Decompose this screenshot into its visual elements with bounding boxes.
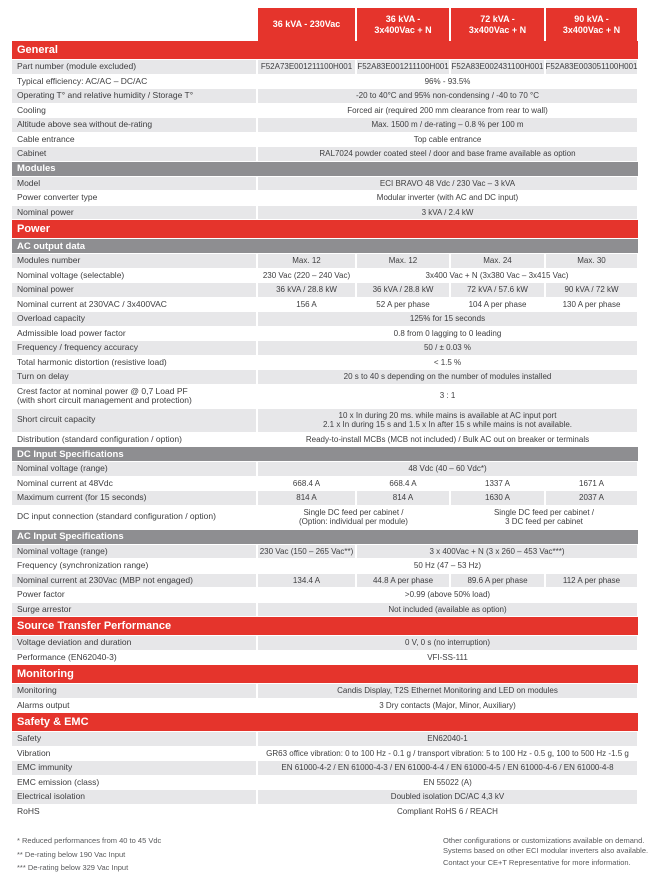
section-banner: Power	[12, 220, 638, 238]
footnotes-right	[443, 836, 649, 877]
text-line: 156 A	[296, 299, 317, 309]
text-line: Turn on delay	[17, 371, 69, 381]
text-line: Nominal current at 48Vdc	[17, 477, 113, 488]
section-banner: General	[12, 41, 638, 59]
text-line: Part number (module excluded)	[17, 61, 137, 71]
value-cell	[546, 254, 637, 268]
text-line: Operating T° and relative humidity / Storage T°	[17, 90, 194, 100]
row-label	[12, 370, 256, 384]
spec-row	[12, 805, 638, 819]
value-cell	[258, 341, 637, 355]
text-line: >0.99 (above 50% load)	[404, 590, 491, 599]
spec-row	[12, 206, 638, 220]
text-line: Modular inverter (with AC and DC input)	[376, 193, 519, 202]
text-line: Cable entrance	[17, 133, 75, 144]
value-cell	[258, 409, 637, 432]
section-banner: Source Transfer Performance	[12, 617, 638, 635]
text-line: F52A83E003051100H001	[545, 62, 638, 71]
value-cell	[258, 651, 637, 665]
text-line: 3x400Vac + N	[374, 24, 432, 35]
text-line: Monitoring	[17, 685, 57, 695]
text-line: VFI-SS-111	[427, 652, 468, 662]
text-line: 2037 A	[579, 493, 604, 502]
row-label	[12, 790, 256, 804]
row-label	[12, 89, 256, 103]
value-cell	[451, 254, 544, 268]
text-line: Distribution (standard configuration / option)	[17, 433, 182, 444]
value-cell	[258, 433, 637, 447]
spec-row	[12, 177, 638, 191]
value-cell	[258, 385, 637, 408]
spec-row	[12, 385, 638, 408]
value-cell	[258, 191, 637, 205]
text-line: ECI BRAVO 48 Vdc / 230 Vac – 3 kVA	[379, 178, 516, 188]
text-line: Nominal voltage (range)	[17, 463, 108, 473]
text-line: 104 A per phase	[468, 299, 527, 309]
text-line: Max. 24	[483, 256, 512, 265]
row-label	[12, 206, 256, 220]
spec-row	[12, 491, 638, 505]
spec-row	[12, 636, 638, 650]
text-line: 3x400 Vac + N (3x380 Vac – 3x415 Vac)	[425, 270, 569, 280]
row-label	[12, 651, 256, 665]
value-cell	[258, 588, 637, 602]
value-cell	[357, 298, 449, 312]
text-line: Vibration	[17, 747, 51, 758]
spec-row	[12, 409, 638, 432]
spec-row	[12, 104, 638, 118]
row-label	[12, 545, 256, 559]
value-cell	[258, 699, 637, 713]
text-line: F52A73E001211100H001	[260, 62, 353, 71]
spec-row	[12, 341, 638, 355]
text-line: Max. 12	[388, 256, 418, 265]
text-line: 44.8 A per phase	[372, 575, 434, 585]
row-label	[12, 588, 256, 602]
spec-row	[12, 75, 638, 89]
value-cell	[258, 60, 355, 74]
value-cell	[546, 60, 637, 74]
text-line: Electrical isolation	[17, 791, 86, 801]
spec-row	[12, 732, 638, 746]
text-line: Nominal voltage (range)	[17, 545, 108, 556]
value-cell	[258, 269, 355, 283]
value-cell	[451, 477, 544, 491]
section-banner: Safety & EMC	[12, 713, 638, 731]
spec-row	[12, 370, 638, 384]
row-label	[12, 75, 256, 89]
text-line: Candis Display, T2S Ethernet Monitoring and LED on modules	[337, 686, 558, 695]
text-line: 72 kVA / 57.6 kW	[467, 285, 528, 294]
row-label	[12, 761, 256, 775]
spec-row	[12, 790, 638, 804]
value-cell	[357, 545, 637, 559]
text-line: Total harmonic distortion (resistive load)	[17, 356, 167, 367]
text-line: 36 kVA / 28.8 kW	[372, 285, 434, 294]
text-line: 48 Vdc (40 – 60 Vdc*)	[408, 464, 487, 473]
text-line: Nominal power	[17, 206, 74, 217]
footnotes-left	[17, 836, 161, 877]
text-line: Doubled isolation DC/AC 4,3 kV	[390, 792, 505, 801]
value-cell	[451, 506, 637, 529]
text-line: RAL7024 powder coated steel / door and base frame available as option	[319, 149, 576, 158]
value-cell	[258, 75, 637, 89]
column-tabs	[258, 8, 638, 41]
text-line: Admissible load power factor	[17, 327, 126, 338]
value-cell	[258, 684, 637, 698]
spec-row	[12, 747, 638, 761]
text-line: Alarms output	[17, 699, 70, 710]
row-label	[12, 477, 256, 491]
value-cell	[258, 254, 355, 268]
text-line: 814 A	[392, 493, 414, 502]
text-line: 50 / ± 0.03 %	[423, 343, 472, 352]
text-line: Crest factor at nominal power @ 0,7 Load PF	[17, 385, 188, 396]
value-cell	[258, 545, 355, 559]
text-line: 20 s to 40 s depending on the number of modules installed	[343, 372, 552, 381]
text-line: EMC emission (class)	[17, 776, 100, 787]
text-line: 112 A per phase	[562, 575, 621, 585]
row-label	[12, 409, 256, 432]
row-label	[12, 636, 256, 650]
text-line: 125% for 15 seconds	[409, 314, 486, 323]
text-line: 52 A per phase	[376, 299, 430, 309]
value-cell	[258, 477, 355, 491]
row-label	[12, 506, 256, 529]
row-label	[12, 312, 256, 326]
value-cell	[357, 574, 449, 588]
spec-row	[12, 574, 638, 588]
row-label	[12, 732, 256, 746]
text-line: Forced air (required 200 mm clearance from rear to wall)	[347, 105, 548, 115]
text-line: Voltage deviation and duration	[17, 637, 132, 647]
row-label	[12, 104, 256, 118]
text-line: 3 DC feed per cabinet	[505, 517, 583, 526]
row-label	[12, 603, 256, 617]
row-label	[12, 776, 256, 790]
spec-row	[12, 684, 638, 698]
value-cell	[546, 283, 637, 297]
spec-row	[12, 89, 638, 103]
column-header-tab	[357, 8, 449, 41]
text-line: 130 A per phase	[562, 299, 621, 309]
text-line: 134.4 A	[292, 575, 321, 585]
text-line: EN62040-1	[427, 734, 468, 743]
text-line: Cabinet	[17, 148, 47, 158]
text-line: Single DC feed per cabinet /	[493, 507, 595, 517]
text-line: Max. 1500 m / de-rating – 0.8 % per 100 m	[371, 120, 524, 129]
row-label	[12, 133, 256, 147]
section-banner: Modules	[12, 162, 638, 176]
text-line: Modules number	[17, 255, 81, 265]
section-banner: AC Input Specifications	[12, 530, 638, 544]
text-line: 668.4 A	[389, 478, 417, 488]
spec-row	[12, 651, 638, 665]
section-banner: Monitoring	[12, 665, 638, 683]
text-line: EN 61000-4-2 / EN 61000-4-3 / EN 61000-4-4 / EN 61000-4-5 / EN 61000-4-6 / EN 61000-4-8	[281, 763, 614, 772]
spec-row	[12, 312, 638, 326]
spec-row	[12, 559, 638, 573]
value-cell	[546, 477, 637, 491]
text-line: 72 kVA -	[480, 14, 515, 24]
column-header-tab	[258, 8, 355, 41]
section-banner: AC output data	[12, 239, 638, 253]
row-label	[12, 298, 256, 312]
text-line: DC input connection (standard configuration / option)	[17, 511, 216, 522]
text-line: Performance (EN62040-3)	[17, 651, 117, 662]
text-line: 89.6 A per phase	[467, 575, 528, 585]
value-cell	[258, 370, 637, 384]
value-cell	[546, 491, 637, 505]
text-line: Safety	[17, 733, 42, 743]
text-line: Overload capacity	[17, 313, 86, 323]
value-cell	[258, 790, 637, 804]
text-line: EN 55022 (A)	[423, 777, 472, 787]
value-cell	[258, 491, 355, 505]
spec-row	[12, 283, 638, 297]
row-label	[12, 559, 256, 573]
section-banner: DC Input Specifications	[12, 447, 638, 461]
text-line: Not included (available as option)	[388, 604, 507, 614]
value-cell	[546, 298, 637, 312]
spec-row	[12, 298, 638, 312]
text-line: EMC immunity	[17, 762, 73, 772]
text-line: Max. 30	[577, 256, 606, 265]
spec-row	[12, 254, 638, 268]
value-cell	[357, 283, 449, 297]
row-label	[12, 699, 256, 713]
spec-row	[12, 588, 638, 602]
row-label	[12, 356, 256, 370]
text-line: RoHS	[17, 805, 40, 816]
value-cell	[258, 283, 355, 297]
text-line: (Option: individual per module)	[299, 517, 408, 526]
column-header-tab	[546, 8, 637, 41]
text-line: 0 V, 0 s (no interruption)	[404, 638, 491, 647]
row-label	[12, 574, 256, 588]
text-line: F52A83E002431100H001	[451, 62, 544, 71]
spec-row	[12, 118, 638, 132]
spec-row	[12, 545, 638, 559]
text-line: Nominal voltage (selectable)	[17, 269, 125, 280]
spec-table	[12, 41, 638, 818]
value-cell	[258, 574, 355, 588]
text-line: Frequency (synchronization range)	[17, 560, 149, 570]
value-cell	[258, 147, 637, 161]
text-line: Power converter type	[17, 192, 98, 202]
row-label	[12, 327, 256, 341]
text-line: 3 x 400Vac + N (3 x 260 – 453 Vac***)	[429, 546, 565, 556]
value-cell	[258, 732, 637, 746]
value-cell	[258, 118, 637, 132]
footnote-item: Contact your CE+T Representative for more information.	[443, 858, 631, 867]
text-line: 1337 A	[485, 478, 510, 488]
text-line: Compliant RoHS 6 / REACH	[397, 806, 498, 816]
text-line: < 1.5 %	[433, 357, 462, 367]
text-line: 10 x In during 20 ms. while mains is available at AC input port	[338, 410, 557, 420]
row-label	[12, 462, 256, 476]
value-cell	[546, 574, 637, 588]
value-cell	[357, 477, 449, 491]
text-line: Altitude above sea without de-rating	[17, 119, 153, 129]
text-line: 1671 A	[579, 478, 604, 488]
footnote-item: *** De-rating below 329 Vac Input	[17, 863, 129, 872]
footnote-item: * Reduced performances from 40 to 45 Vdc	[17, 836, 162, 845]
row-label	[12, 341, 256, 355]
value-cell	[357, 60, 449, 74]
text-line: Nominal current at 230Vac (MBP not engaged)	[17, 574, 193, 585]
text-line: 3x400Vac + N	[562, 24, 621, 35]
value-cell	[258, 603, 637, 617]
value-cell	[451, 283, 544, 297]
spec-row	[12, 191, 638, 205]
row-label	[12, 147, 256, 161]
value-cell	[451, 60, 544, 74]
value-cell	[258, 356, 637, 370]
value-cell	[258, 462, 637, 476]
text-line: Model	[17, 177, 41, 188]
value-cell	[357, 269, 637, 283]
text-line: 3x400Vac + N	[468, 24, 527, 35]
text-line: 36 kVA - 230Vac	[272, 19, 341, 30]
text-line: Max. 12	[292, 256, 321, 265]
spec-row	[12, 433, 638, 447]
row-label	[12, 385, 256, 408]
text-line: Top cable entrance	[413, 134, 482, 144]
text-line: 96% - 93.5%	[424, 76, 471, 86]
row-label	[12, 60, 256, 74]
spec-row	[12, 761, 638, 775]
text-line: 1630 A	[485, 493, 510, 502]
spec-row	[12, 60, 638, 74]
footnote-item: ** De-rating below 190 Vac Input	[17, 849, 126, 859]
value-cell	[258, 636, 637, 650]
row-label	[12, 118, 256, 132]
value-cell	[258, 559, 637, 573]
spec-row	[12, 462, 638, 476]
text-line: Frequency / frequency accuracy	[17, 342, 138, 352]
row-label	[12, 684, 256, 698]
value-cell	[258, 206, 637, 220]
value-cell	[357, 491, 449, 505]
spec-row	[12, 506, 638, 529]
value-cell	[451, 574, 544, 588]
text-line: 36 kVA / 28.8 kW	[276, 285, 337, 294]
value-cell	[258, 298, 355, 312]
spec-row	[12, 133, 638, 147]
spec-row	[12, 477, 638, 491]
footnote-item: Other configurations or customizations available on demand.	[443, 836, 645, 845]
value-cell	[451, 298, 544, 312]
text-line: Cooling	[17, 104, 46, 115]
text-line: Typical efficiency: AC/AC – DC/AC	[17, 75, 148, 86]
text-line: (with short circuit management and protection)	[17, 395, 192, 405]
value-cell	[258, 776, 637, 790]
value-cell	[258, 506, 449, 529]
text-line: 814 A	[296, 493, 317, 502]
spec-row	[12, 356, 638, 370]
text-line: Single DC feed per cabinet /	[303, 507, 404, 517]
text-line: 2.1 x In during 15 s and 1.5 x In after 15 s while mains is not available.	[322, 420, 573, 429]
text-line: F52A83E001211100H001	[357, 62, 449, 71]
spec-row	[12, 269, 638, 283]
row-label	[12, 747, 256, 761]
text-line: 230 Vac (220 – 240 Vac)	[262, 270, 351, 280]
text-line: 36 kVA -	[385, 14, 421, 24]
value-cell	[258, 312, 637, 326]
text-line: 90 kVA -	[574, 14, 609, 24]
spec-row	[12, 147, 638, 161]
row-label	[12, 177, 256, 191]
column-header-tab	[451, 8, 544, 41]
text-line: Nominal current at 230VAC / 3x400VAC	[17, 298, 167, 309]
row-label	[12, 254, 256, 268]
spec-row	[12, 776, 638, 790]
footnotes	[12, 836, 649, 877]
row-label	[12, 433, 256, 447]
text-line: Ready-to-install MCBs (MCB not included) / Bulk AC out on breaker or terminals	[305, 434, 590, 444]
text-line: 230 Vac (150 – 265 Vac**)	[259, 546, 354, 556]
value-cell	[258, 805, 637, 819]
value-cell	[258, 133, 637, 147]
text-line: 0.8 from 0 lagging to 0 leading	[393, 328, 502, 338]
text-line: Power factor	[17, 589, 65, 599]
spec-row	[12, 699, 638, 713]
text-line: Nominal power	[17, 284, 74, 294]
text-line: 50 Hz (47 – 53 Hz)	[413, 561, 482, 570]
text-line: Short circuit capacity	[17, 414, 96, 425]
value-cell	[258, 747, 637, 761]
value-cell	[357, 254, 449, 268]
row-label	[12, 491, 256, 505]
value-cell	[451, 491, 544, 505]
value-cell	[258, 177, 637, 191]
row-label	[12, 283, 256, 297]
text-line: -20 to 40°C and 95% non-condensing / -40 to 70 °C	[356, 91, 539, 100]
row-label	[12, 191, 256, 205]
value-cell	[258, 104, 637, 118]
text-line: Surge arrestor	[17, 603, 72, 614]
value-cell	[258, 327, 637, 341]
text-line: 3 Dry contacts (Major, Minor, Auxiliary)	[379, 700, 516, 710]
spec-row	[12, 327, 638, 341]
text-line: 3 : 1	[439, 391, 456, 401]
text-line: 3 kVA / 2.4 kW	[421, 207, 474, 217]
footnote-item: Systems based on other ECI modular inverters also available.	[443, 845, 649, 855]
value-cell	[258, 761, 637, 775]
text-line: GR63 office vibration: 0 to 100 Hz - 0.1 g / transport vibration: 5 to 100 Hz - 0.5 g, 100 to 500 Hz -1.5 g	[266, 748, 629, 758]
spec-row	[12, 603, 638, 617]
text-line: 668.4 A	[292, 478, 321, 488]
row-label	[12, 805, 256, 819]
text-line: Maximum current (for 15 seconds)	[17, 492, 147, 502]
value-cell	[258, 89, 637, 103]
text-line: 90 kVA / 72 kW	[564, 285, 619, 294]
row-label	[12, 269, 256, 283]
